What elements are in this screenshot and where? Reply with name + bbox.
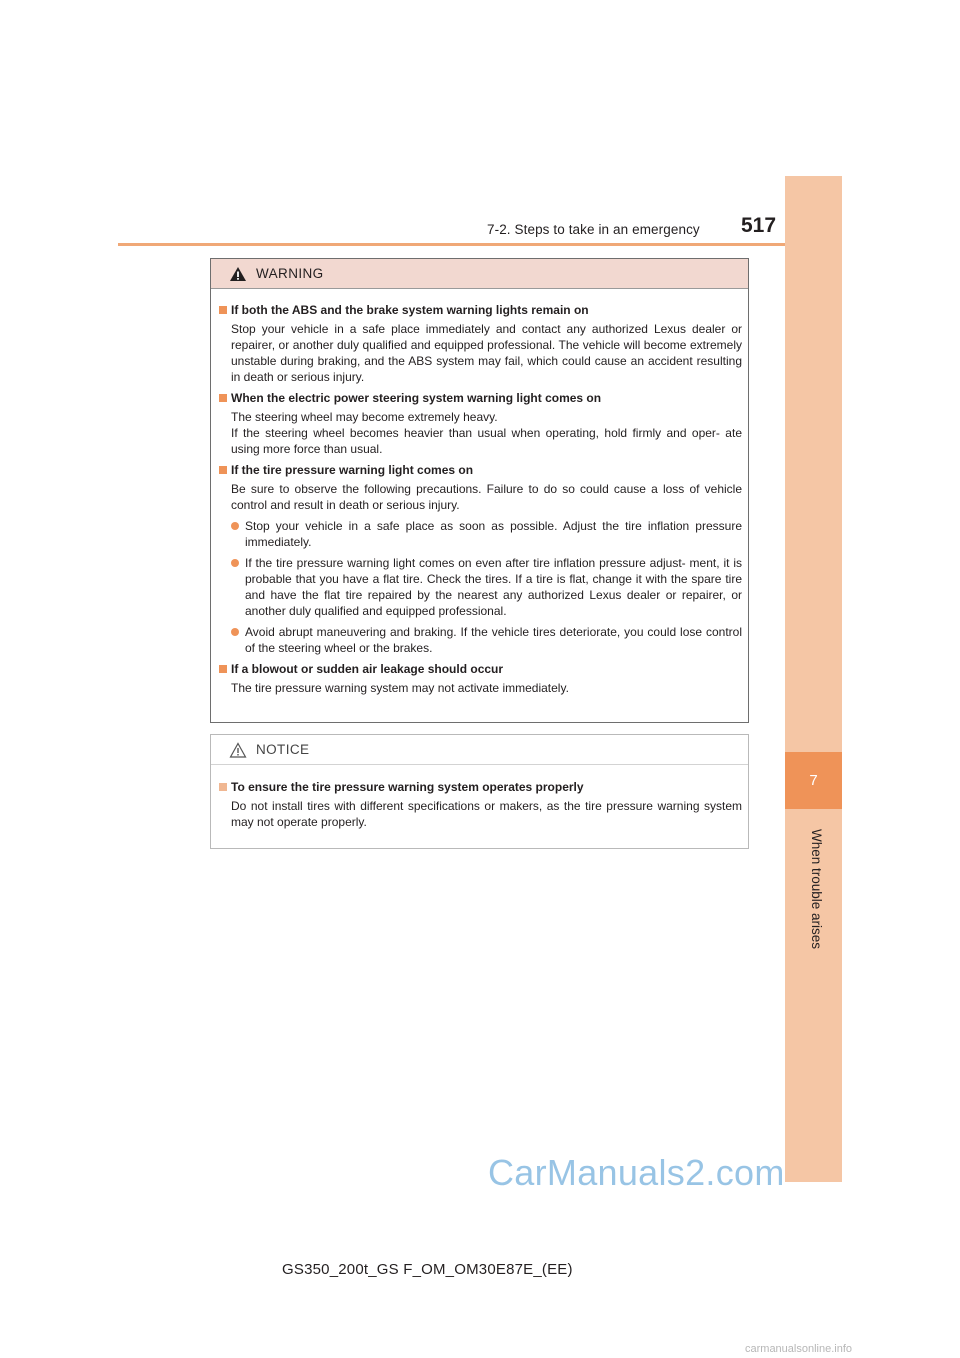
chapter-label: When trouble arises <box>809 829 824 950</box>
square-bullet-icon <box>219 306 227 314</box>
warning-item-text: The tire pressure warning system may not activate immediately. <box>231 681 569 695</box>
warning-item-heading <box>219 462 742 478</box>
warning-item-text: The steering wheel may become extremely heavy. <box>231 410 498 424</box>
bullet-item <box>219 518 742 550</box>
warning-item-heading <box>219 390 742 406</box>
header-rule <box>118 243 841 246</box>
page-number: 517 <box>741 214 777 237</box>
heading-text: When the electric power steering system warning light comes on <box>231 391 602 405</box>
warning-box <box>210 258 749 723</box>
warning-item-heading <box>219 661 742 677</box>
square-bullet-icon <box>219 783 227 791</box>
watermark-logo: CarManuals2.com <box>488 1152 785 1193</box>
round-bullet-icon <box>231 559 239 567</box>
warning-item-text: Stop your vehicle in a safe place immediately and contact any authorized Lexus dealer or repairer, or another duly qualified and equipped professional. The vehicle will become extremely unstable during braking, and the ABS system may fail, which could cause an accident resulting in death or serious injury. <box>231 322 742 384</box>
bullet-item <box>219 624 742 656</box>
bullet-text: Stop your vehicle in a safe place as soon as possible. Adjust the tire inflation pressure immediately. <box>245 519 742 549</box>
bullet-text: Avoid abrupt maneuvering and braking. If the vehicle tires deteriorate, you could lose control of the steering wheel or the brakes. <box>245 625 742 655</box>
caution-triangle-icon <box>229 742 247 758</box>
warning-body <box>211 289 748 696</box>
warning-triangle-icon <box>229 266 247 282</box>
notice-body <box>211 765 748 830</box>
notice-title: NOTICE <box>256 742 310 757</box>
heading-text: If both the ABS and the brake system warning lights remain on <box>231 303 589 317</box>
notice-box <box>210 734 749 849</box>
warning-item-text: Be sure to observe the following precautions. Failure to do so could cause a loss of vehicle control and result in death or serious injury. <box>231 482 742 512</box>
round-bullet-icon <box>231 522 239 530</box>
bullet-item <box>219 555 742 619</box>
chapter-number: 7 <box>785 752 842 809</box>
warning-title: WARNING <box>256 266 324 281</box>
warning-item-text: If the steering wheel becomes heavier than usual when operating, hold firmly and oper- ate using more force than usual. <box>231 426 742 456</box>
notice-header <box>211 735 748 765</box>
warning-header <box>211 259 748 289</box>
heading-text: To ensure the tire pressure warning system operates properly <box>231 780 584 794</box>
bullet-text: If the tire pressure warning light comes on even after tire inflation pressure adjust- ment, it is probable that you have a flat tire. Check the tires. If a tire is flat, change it with the spare tire and have the flat tire repaired by the nearest any authorized Lexus dealer or repairer, or another duly qualified and equipped professional. <box>245 556 742 618</box>
round-bullet-icon <box>231 628 239 636</box>
chapter-side-tab <box>785 176 842 1182</box>
square-bullet-icon <box>219 665 227 673</box>
square-bullet-icon <box>219 394 227 402</box>
section-title: 7-2. Steps to take in an emergency <box>487 222 700 237</box>
document-code: GS350_200t_GS F_OM_OM30E87E_(EE) <box>282 1261 573 1278</box>
square-bullet-icon <box>219 466 227 474</box>
warning-item-heading <box>219 302 742 318</box>
heading-text: If a blowout or sudden air leakage should occur <box>231 662 504 676</box>
footer-url: carmanualsonline.info <box>745 1343 853 1355</box>
notice-item-text: Do not install tires with different specifications or makers, as the tire pressure warning system may not operate properly. <box>231 799 742 829</box>
heading-text: If the tire pressure warning light comes on <box>231 463 474 477</box>
notice-item-heading <box>219 779 742 795</box>
